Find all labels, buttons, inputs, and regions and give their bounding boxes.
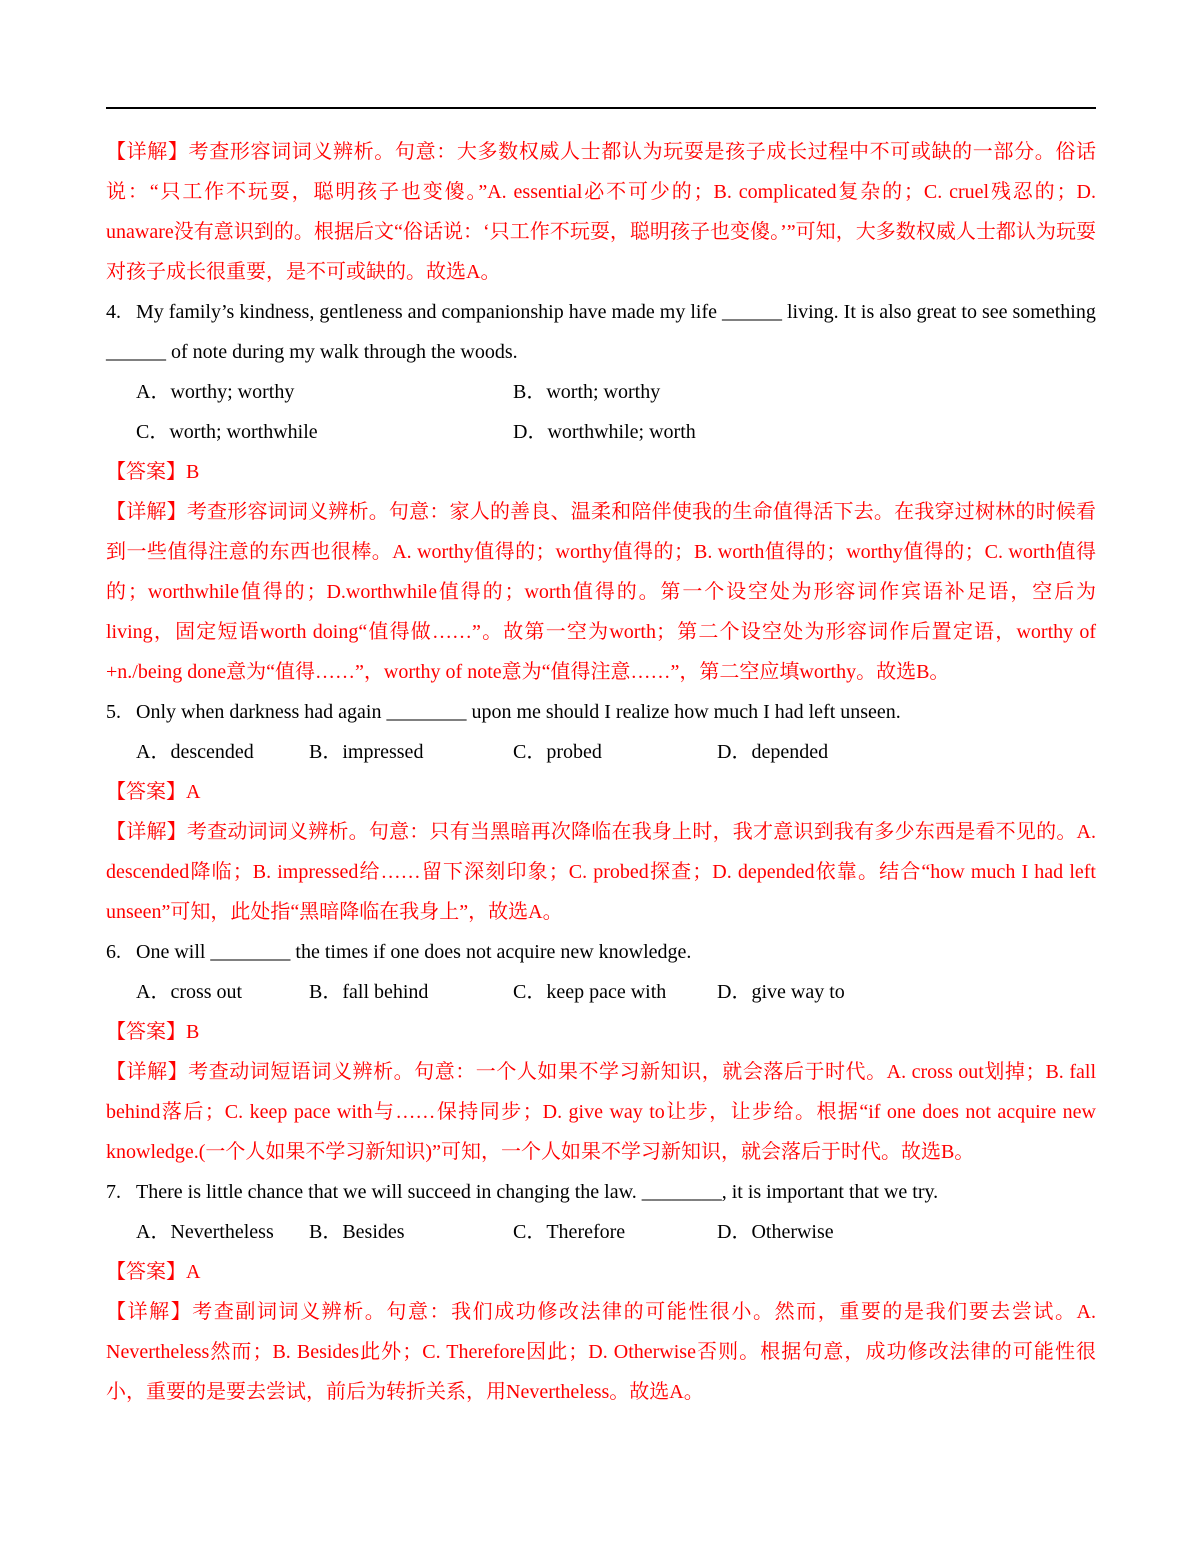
option-b: B．impressed [309,741,424,763]
option-d: D．Otherwise [717,1221,834,1243]
option-a: A．cross out [136,981,243,1003]
detail-q7: 【详解】考查副词词义辨析。句意：我们成功修改法律的可能性很小。然而，重要的是我们要去尝试。A. Nevertheless然而；B. Besides此外；C. Therefore因此；D. Otherwise否则。根据句意，成功修改法律的可能性很小，重要的是要去尝试，前后为转折关系，用Nevertheless。故选A。 [106,1301,1096,1403]
page-content [106,132,1096,1412]
answer-q7: 【答案】A [106,1261,201,1283]
header-rule [106,107,1096,109]
question-stem: There is little chance that we will succeed in changing the law. ________, it is important that we try. [136,1181,939,1203]
option-b: B．worth; worthy [513,381,661,403]
question-number: 5. [106,701,121,723]
question-stem: My family’s kindness, gentleness and companionship have made my life ______ living. It is also great to see something ______ of note during my walk through the woods. [106,301,1096,363]
option-d: D．depended [717,741,829,763]
detail-q6: 【详解】考查动词短语词义辨析。句意：一个人如果不学习新知识，就会落后于时代。A. cross out划掉；B. fall behind落后；C. keep pace with与……保持同步；D. give way to让步，让步给。根据“if one does not acquire new knowledge.(一个人如果不学习新知识)”可知，一个人如果不学习新知识，就会落后于时代。故选B。 [106,1061,1096,1163]
question-5 [106,692,1096,732]
option-b: B．fall behind [309,981,429,1003]
options-row [106,972,1096,1012]
options-row-1 [106,372,1096,412]
option-b: B．Besides [309,1221,405,1243]
question-stem: Only when darkness had again ________ upon me should I realize how much I had left unseen. [136,701,901,723]
question-number: 7. [106,1181,121,1203]
question-stem: One will ________ the times if one does not acquire new knowledge. [136,941,692,963]
option-c: C．Therefore [513,1221,626,1243]
option-a: A．Nevertheless [136,1221,274,1243]
answer-q5: 【答案】A [106,781,201,803]
question-number: 6. [106,941,121,963]
question-number: 4. [106,301,121,323]
detail-q4: 【详解】考查形容词词义辨析。句意：家人的善良、温柔和陪伴使我的生命值得活下去。在我穿过树林的时候看到一些值得注意的东西也很棒。A. worthy值得的；worthy值得的；B. worth值得的；worthy值得的；C. worth值得的；worthwhile值得的；D.worthwhile值得的；worth值得的。第一个设空处为形容词作宾语补足语，空后为living，固定短语worth doing“值得做……”。故第一空为worth；第二个设空处为形容词作后置定语，worthy of +n./being done意为“值得……”，worthy of note意为“值得注意……”，第二空应填worthy。故选B。 [106,501,1096,683]
option-d: D．worthwhile; worth [513,421,696,443]
question-4 [106,292,1096,372]
options-row [106,1212,1096,1252]
options-row-2 [106,412,1096,452]
answer-q6: 【答案】B [106,1021,200,1043]
option-c: C．probed [513,741,602,763]
detail-q3: 【详解】考查形容词词义辨析。句意：大多数权威人士都认为玩耍是孩子成长过程中不可或缺的一部分。俗话说：“只工作不玩耍，聪明孩子也变傻。”A. essential必不可少的；B. complicated复杂的；C. cruel残忍的；D. unaware没有意识到的。根据后文“俗话说：‘只工作不玩耍，聪明孩子也变傻。’”可知，大多数权威人士都认为玩耍对孩子成长很重要，是不可或缺的。故选A。 [106,141,1096,283]
option-c: C．keep pace with [513,981,667,1003]
question-7 [106,1172,1096,1212]
options-row [106,732,1096,772]
option-a: A．worthy; worthy [136,381,295,403]
answer-q4: 【答案】B [106,461,200,483]
option-a: A．descended [136,741,254,763]
option-c: C．worth; worthwhile [136,421,318,443]
question-6 [106,932,1096,972]
option-d: D．give way to [717,981,845,1003]
detail-q5: 【详解】考查动词词义辨析。句意：只有当黑暗再次降临在我身上时，我才意识到我有多少东西是看不见的。A. descended降临；B. impressed给……留下深刻印象；C. probed探查；D. depended依靠。结合“how much I had left unseen”可知，此处指“黑暗降临在我身上”，故选A。 [106,821,1096,923]
